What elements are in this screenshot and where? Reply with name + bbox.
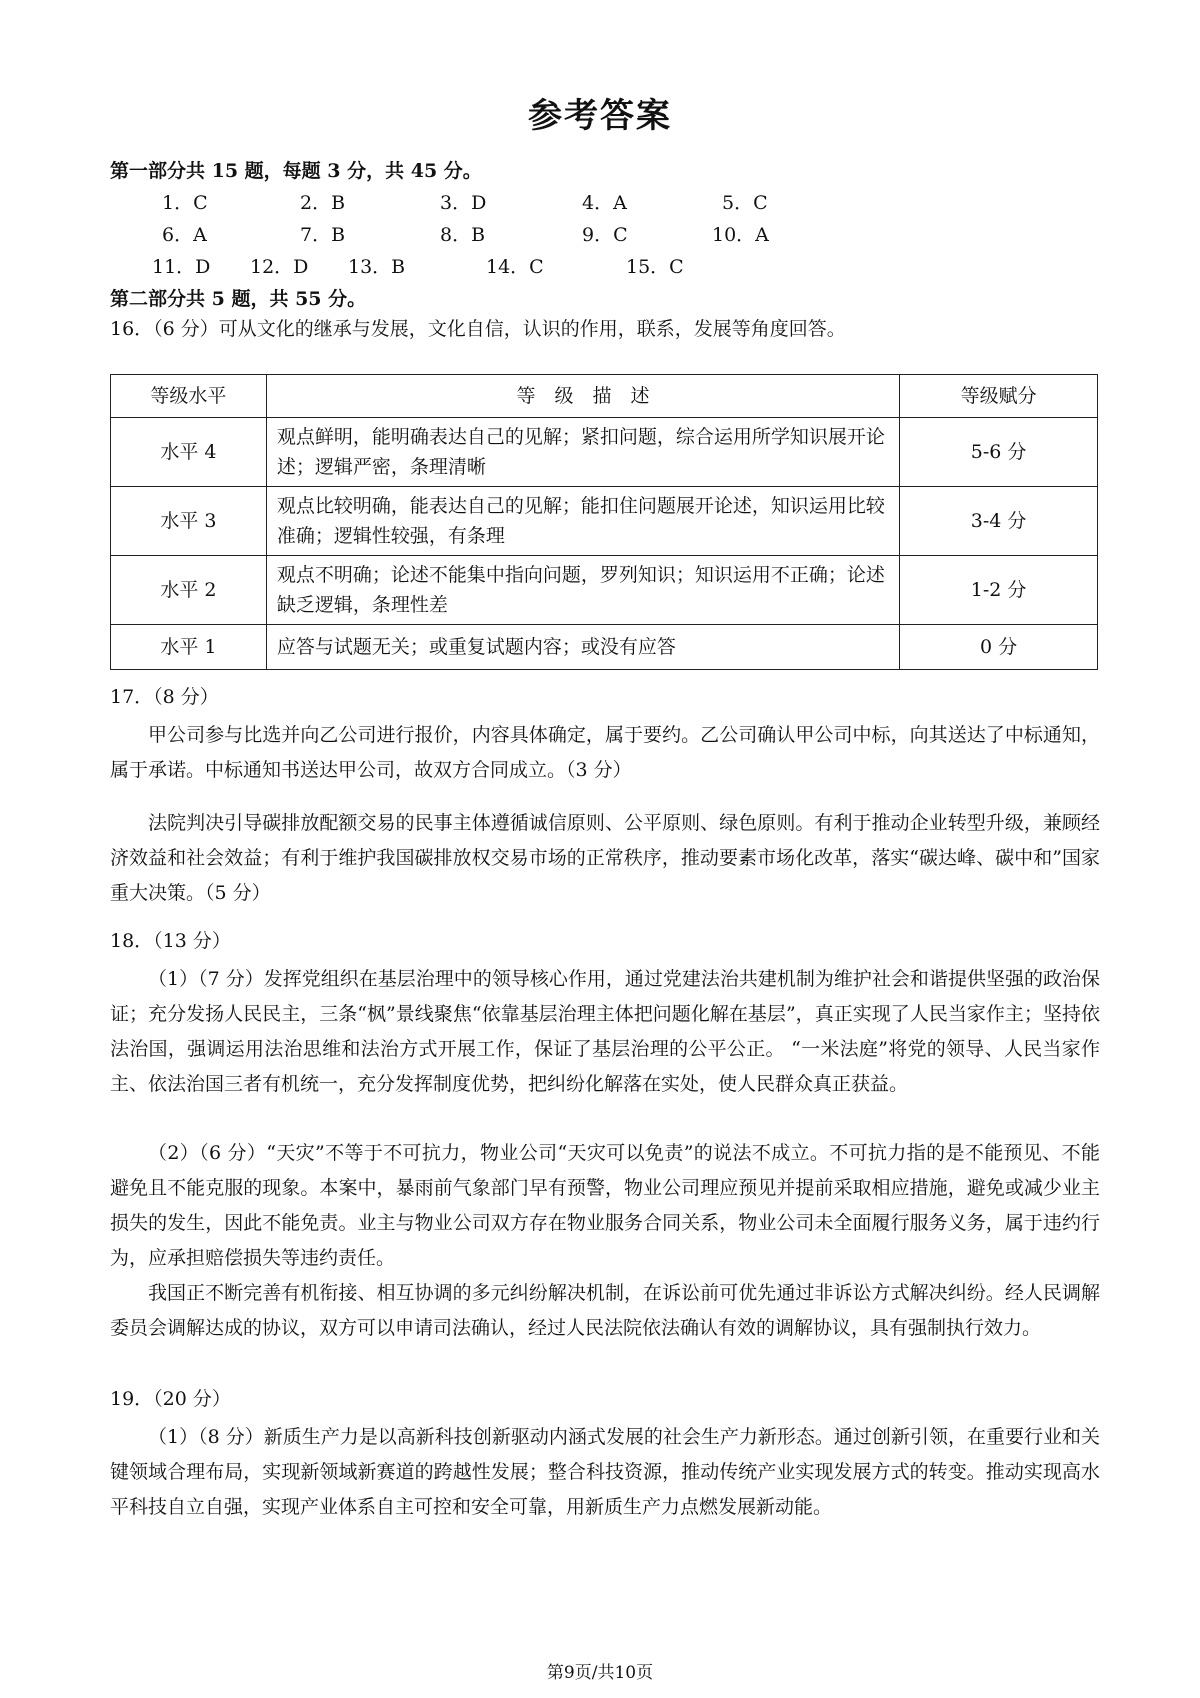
table-row bbox=[111, 487, 1098, 556]
q17-heading: 17．（8 分） bbox=[110, 686, 219, 708]
row-score: 5-6 分 bbox=[900, 418, 1098, 487]
row-level: 水平 4 bbox=[111, 418, 267, 487]
answer-5: 5．C bbox=[722, 192, 768, 214]
q18-paragraph-3: 我国正不断完善有机衔接、相互协调的多元纠纷解决机制，在诉讼前可优先通过非诉讼方式解决纠纷。经人民调解委员会调解达成的协议，双方可以申请司法确认，经过人民法院依法确认有效的调解协议，具有强制执行效力。 bbox=[110, 1282, 1100, 1339]
page-title: 参考答案 bbox=[528, 96, 672, 136]
answer-14: 14．C bbox=[486, 256, 544, 278]
answer-11: 11．D bbox=[152, 256, 211, 278]
part2-header: 第二部分共 5 题，共 55 分。 bbox=[110, 288, 367, 310]
row-score: 0 分 bbox=[900, 625, 1098, 670]
table-row bbox=[111, 418, 1098, 487]
answer-7: 7．B bbox=[300, 224, 346, 246]
header-level: 等级水平 bbox=[111, 375, 267, 418]
header-score: 等级赋分 bbox=[900, 375, 1098, 418]
q19-paragraph-1: （1）（8 分）新质生产力是以高新科技创新驱动内涵式发展的社会生产力新形态。通过创新引领，在重要行业和关键领域合理布局，实现新领域新赛道的跨越性发展；整合科技资源，推动传统产业实现发展方式的转变。推动实现高水平科技自立自强，实现产业体系自主可控和安全可靠，用新质生产力点燃发展新动能。 bbox=[110, 1426, 1100, 1518]
row-description: 观点鲜明，能明确表达自己的见解；紧扣问题，综合运用所学知识展开论述；逻辑严密，条理清晰 bbox=[266, 418, 899, 487]
answer-13: 13．B bbox=[348, 256, 406, 278]
row-level: 水平 3 bbox=[111, 487, 267, 556]
row-level: 水平 2 bbox=[111, 556, 267, 625]
part1-header: 第一部分共 15 题，每题 3 分，共 45 分。 bbox=[110, 160, 482, 182]
table-row bbox=[111, 556, 1098, 625]
answer-6: 6．A bbox=[162, 224, 207, 246]
header-description: 等 级 描 述 bbox=[266, 375, 899, 418]
answer-10: 10．A bbox=[712, 224, 769, 246]
q16-intro: 16．（6 分）可从文化的继承与发展，文化自信，认识的作用，联系，发展等角度回答。 bbox=[110, 318, 846, 340]
answer-3: 3．D bbox=[440, 192, 487, 214]
q17-paragraph-1: 甲公司参与比选并向乙公司进行报价，内容具体确定，属于要约。乙公司确认甲公司中标，向其送达了中标通知，属于承诺。中标通知书送达甲公司，故双方合同成立。（3 分） bbox=[110, 724, 1100, 781]
table-header-row bbox=[111, 375, 1098, 418]
answer-9: 9．C bbox=[582, 224, 628, 246]
answer-8: 8．B bbox=[440, 224, 486, 246]
answer-12: 12．D bbox=[250, 256, 309, 278]
table-row bbox=[111, 625, 1098, 670]
row-score: 3-4 分 bbox=[900, 487, 1098, 556]
q18-paragraph-2: （2）（6 分）“天灾”不等于不可抗力，物业公司“天灾可以免责”的说法不成立。不可抗力指的是不能预见、不能避免且不能克服的现象。本案中，暴雨前气象部门早有预警，物业公司理应预见并提前采取相应措施，避免或减少业主损失的发生，因此不能免责。业主与物业公司双方存在物业服务合同关系，物业公司未全面履行服务义务，属于违约行为，应承担赔偿损失等违约责任。 bbox=[110, 1142, 1100, 1269]
page-number: 第9页/共10页 bbox=[546, 1663, 654, 1683]
q18-heading: 18．（13 分） bbox=[110, 930, 231, 952]
row-description: 观点比较明确，能表达自己的见解；能扣住问题展开论述，知识运用比较准确；逻辑性较强，有条理 bbox=[266, 487, 899, 556]
q17-paragraph-2: 法院判决引导碳排放配额交易的民事主体遵循诚信原则、公平原则、绿色原则。有利于推动企业转型升级，兼顾经济效益和社会效益；有利于维护我国碳排放权交易市场的正常秩序，推动要素市场化改革，落实“碳达峰、碳中和”国家重大决策。（5 分） bbox=[110, 812, 1100, 904]
answer-1: 1．C bbox=[162, 192, 208, 214]
row-score: 1-2 分 bbox=[900, 556, 1098, 625]
answer-15: 15．C bbox=[626, 256, 684, 278]
row-level: 水平 1 bbox=[111, 625, 267, 670]
row-description: 应答与试题无关；或重复试题内容；或没有应答 bbox=[266, 625, 899, 670]
q19-heading: 19．（20 分） bbox=[110, 1388, 231, 1410]
grading-table bbox=[110, 374, 1098, 670]
row-description: 观点不明确；论述不能集中指向问题，罗列知识；知识运用不正确；论述缺乏逻辑，条理性差 bbox=[266, 556, 899, 625]
answer-4: 4．A bbox=[582, 192, 627, 214]
q18-paragraph-1: （1）（7 分）发挥党组织在基层治理中的领导核心作用，通过党建法治共建机制为维护社会和谐提供坚强的政治保证；充分发扬人民民主，三条“枫”景线聚焦“依靠基层治理主体把问题化解在基层”，真正实现了人民当家作主；坚持依法治国，强调运用法治思维和法治方式开展工作，保证了基层治理的公平公正。 “一米法庭”将党的领导、人民当家作主、依法治国三者有机统一，充分发挥制度优势，把纠纷化解落在实处，使人民群众真正获益。 bbox=[110, 968, 1100, 1095]
answer-2: 2．B bbox=[300, 192, 346, 214]
